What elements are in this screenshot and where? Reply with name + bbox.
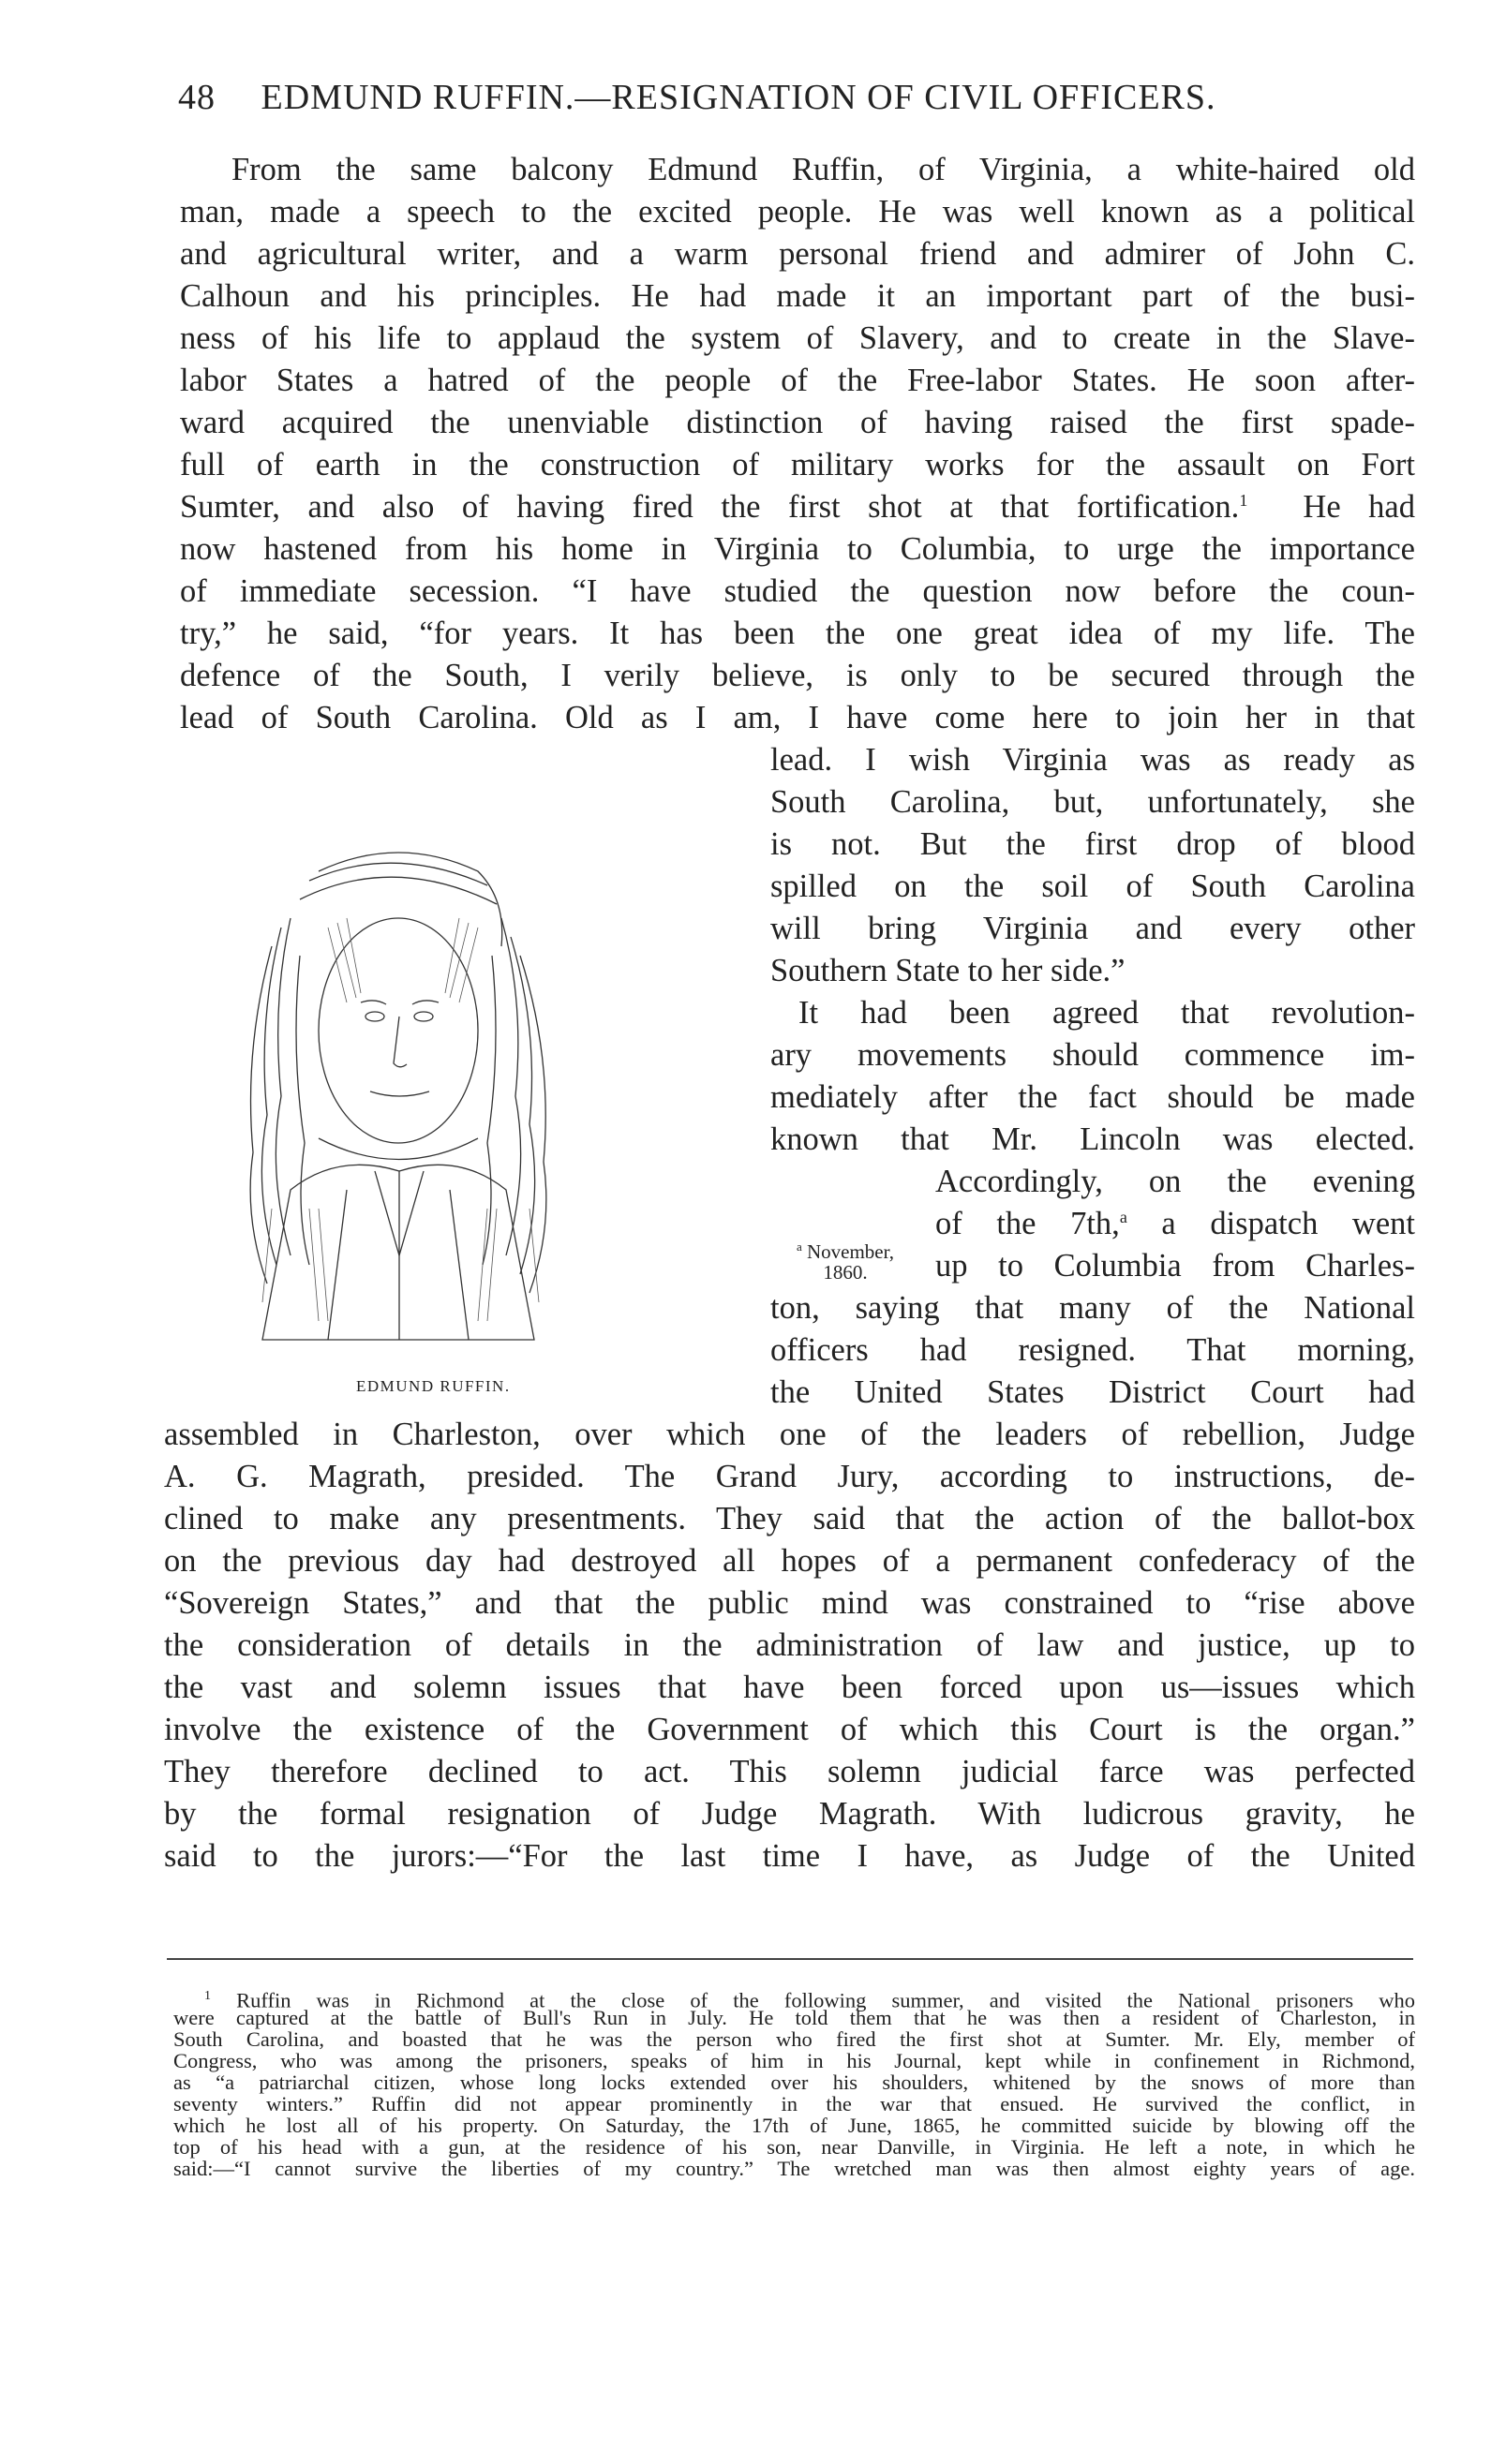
running-header <box>178 77 1340 118</box>
body-line: is not. But the first drop of blood <box>770 826 1415 862</box>
body-line: ton, saying that many of the National <box>770 1290 1415 1326</box>
footnote-line: top of his head with a gun, at the residence of his son, near Danville, in Virginia. He left a note, in which he <box>173 2135 1415 2159</box>
body-line: It had been agreed that revolution- <box>798 995 1415 1031</box>
body-line: the vast and solemn issues that have been forced upon us—issues which <box>164 1670 1415 1705</box>
body-line: ness of his life to applaud the system of Slavery, and to create in the Slave- <box>180 320 1415 356</box>
body-line: said to the jurors:—“For the last time I have, as Judge of the United <box>164 1838 1415 1874</box>
footnote-line: Congress, who was among the prisoners, speaks of him in his Journal, kept while in confinement in Richmond, <box>173 2049 1415 2072</box>
body-line: man, made a speech to the excited people. He was well known as a political <box>180 194 1415 230</box>
body-line: clined to make any presentments. They said that the action of the ballot-box <box>164 1501 1415 1536</box>
body-line: will bring Virginia and every other <box>770 911 1415 946</box>
body-line: assembled in Charleston, over which one of the leaders of rebellion, Judge <box>164 1417 1415 1452</box>
body-line: South Carolina, but, unfortunately, she <box>770 784 1415 820</box>
body-line: officers had resigned. That morning, <box>770 1332 1415 1368</box>
body-line: involve the existence of the Government of which this Court is the organ.” <box>164 1712 1415 1747</box>
body-line-part: Sumter, and also of having fired the first shot at that fortification. <box>180 489 1240 525</box>
footnote-reference: 1 <box>1239 491 1248 510</box>
running-title: EDMUND RUFFIN.—RESIGNATION OF CIVIL OFFICERS. <box>261 78 1216 117</box>
body-line: on the previous day had destroyed all hopes of a permanent confederacy of the <box>164 1543 1415 1579</box>
body-line: mediately after the fact should be made <box>770 1079 1415 1115</box>
body-line: by the formal resignation of Judge Magrath. With ludicrous gravity, he <box>164 1796 1415 1832</box>
body-line: known that Mr. Lincoln was elected. <box>770 1121 1415 1157</box>
footnote-line: which he lost all of his property. On Saturday, the 17th of June, 1865, he committed suicide by blowing off the <box>173 2114 1415 2137</box>
body-line: Southern State to her side.” <box>770 953 1126 988</box>
body-line <box>180 487 1415 527</box>
body-line: try,” he said, “for years. It has been the one great idea of my life. The <box>180 616 1415 651</box>
body-line: A. G. Magrath, presided. The Grand Jury, according to instructions, de- <box>164 1459 1415 1494</box>
body-line: ward acquired the unenviable distinction of having raised the first spade- <box>180 405 1415 440</box>
body-line: Calhoun and his principles. He had made it an important part of the busi- <box>180 278 1415 314</box>
body-line: the United States District Court had <box>770 1374 1415 1410</box>
body-line: From the same balcony Edmund Ruffin, of Virginia, a white-haired old <box>231 152 1415 187</box>
margin-note-year: 1860. <box>823 1261 868 1284</box>
body-line: full of earth in the construction of military works for the assault on Fort <box>180 447 1415 482</box>
footnote-line: seventy winters.” Ruffin did not appear prominently in the war that ensued. He survived the conflict, in <box>173 2092 1415 2115</box>
body-line: spilled on the soil of South Carolina <box>770 868 1415 904</box>
body-line: ary movements should commence im- <box>770 1037 1415 1073</box>
footnote-line: South Carolina, and boasted that he was the person who fired the first shot at Sumter. Mr. Ely, member of <box>173 2027 1415 2051</box>
margin-note-marker: a <box>796 1239 802 1254</box>
margin-note <box>761 1237 930 1283</box>
body-line-part: of the 7th, <box>935 1206 1120 1241</box>
portrait-engraving <box>178 815 619 1373</box>
body-line: Accordingly, on the evening <box>935 1164 1415 1199</box>
footnote-rule <box>167 1958 1413 1960</box>
body-line: of immediate secession. “I have studied the question now before the coun- <box>180 573 1415 609</box>
body-line-part: a dispatch went <box>1161 1206 1415 1241</box>
body-line: lead of South Carolina. Old as I am, I have come here to join her in that <box>180 700 1415 735</box>
footnote-line: as “a patriarchal citizen, whose long locks extended over his shoulders, whitened by the snows of more than <box>173 2071 1415 2094</box>
body-line: lead. I wish Virginia was as ready as <box>770 742 1415 778</box>
body-line: up to Columbia from Charles- <box>935 1248 1415 1284</box>
body-line: labor States a hatred of the people of the Free-labor States. He soon after- <box>180 363 1415 398</box>
footnote-line-text: Ruffin was in Richmond at the close of the following summer, and visited the National prisoners who <box>236 1988 1415 2012</box>
body-line <box>935 1204 1415 1243</box>
footnote-line: were captured at the battle of Bull's Run in July. He told them that he was then a resident of Charleston, in <box>173 2006 1415 2029</box>
portrait-caption: EDMUND RUFFIN. <box>356 1377 511 1395</box>
body-line: defence of the South, I verily believe, is only to be secured through the <box>180 658 1415 693</box>
body-line: They therefore declined to act. This solemn judicial farce was perfected <box>164 1754 1415 1789</box>
footnote-marker: 1 <box>204 1989 211 2003</box>
body-line: and agricultural writer, and a warm personal friend and admirer of John C. <box>180 236 1415 272</box>
body-line-part: He had <box>1303 489 1415 525</box>
sidenote-reference: a <box>1119 1208 1127 1226</box>
body-line: now hastened from his home in Virginia to Columbia, to urge the importance <box>180 531 1415 567</box>
page-number: 48 <box>178 78 216 117</box>
body-line: the consideration of details in the administration of law and justice, up to <box>164 1627 1415 1663</box>
footnote-line: said:—“I cannot survive the liberties of my country.” The wretched man was then almost eighty years of age. <box>173 2157 1415 2180</box>
margin-note-month: November, <box>806 1240 895 1263</box>
body-line: “Sovereign States,” and that the public mind was constrained to “rise above <box>164 1585 1415 1621</box>
